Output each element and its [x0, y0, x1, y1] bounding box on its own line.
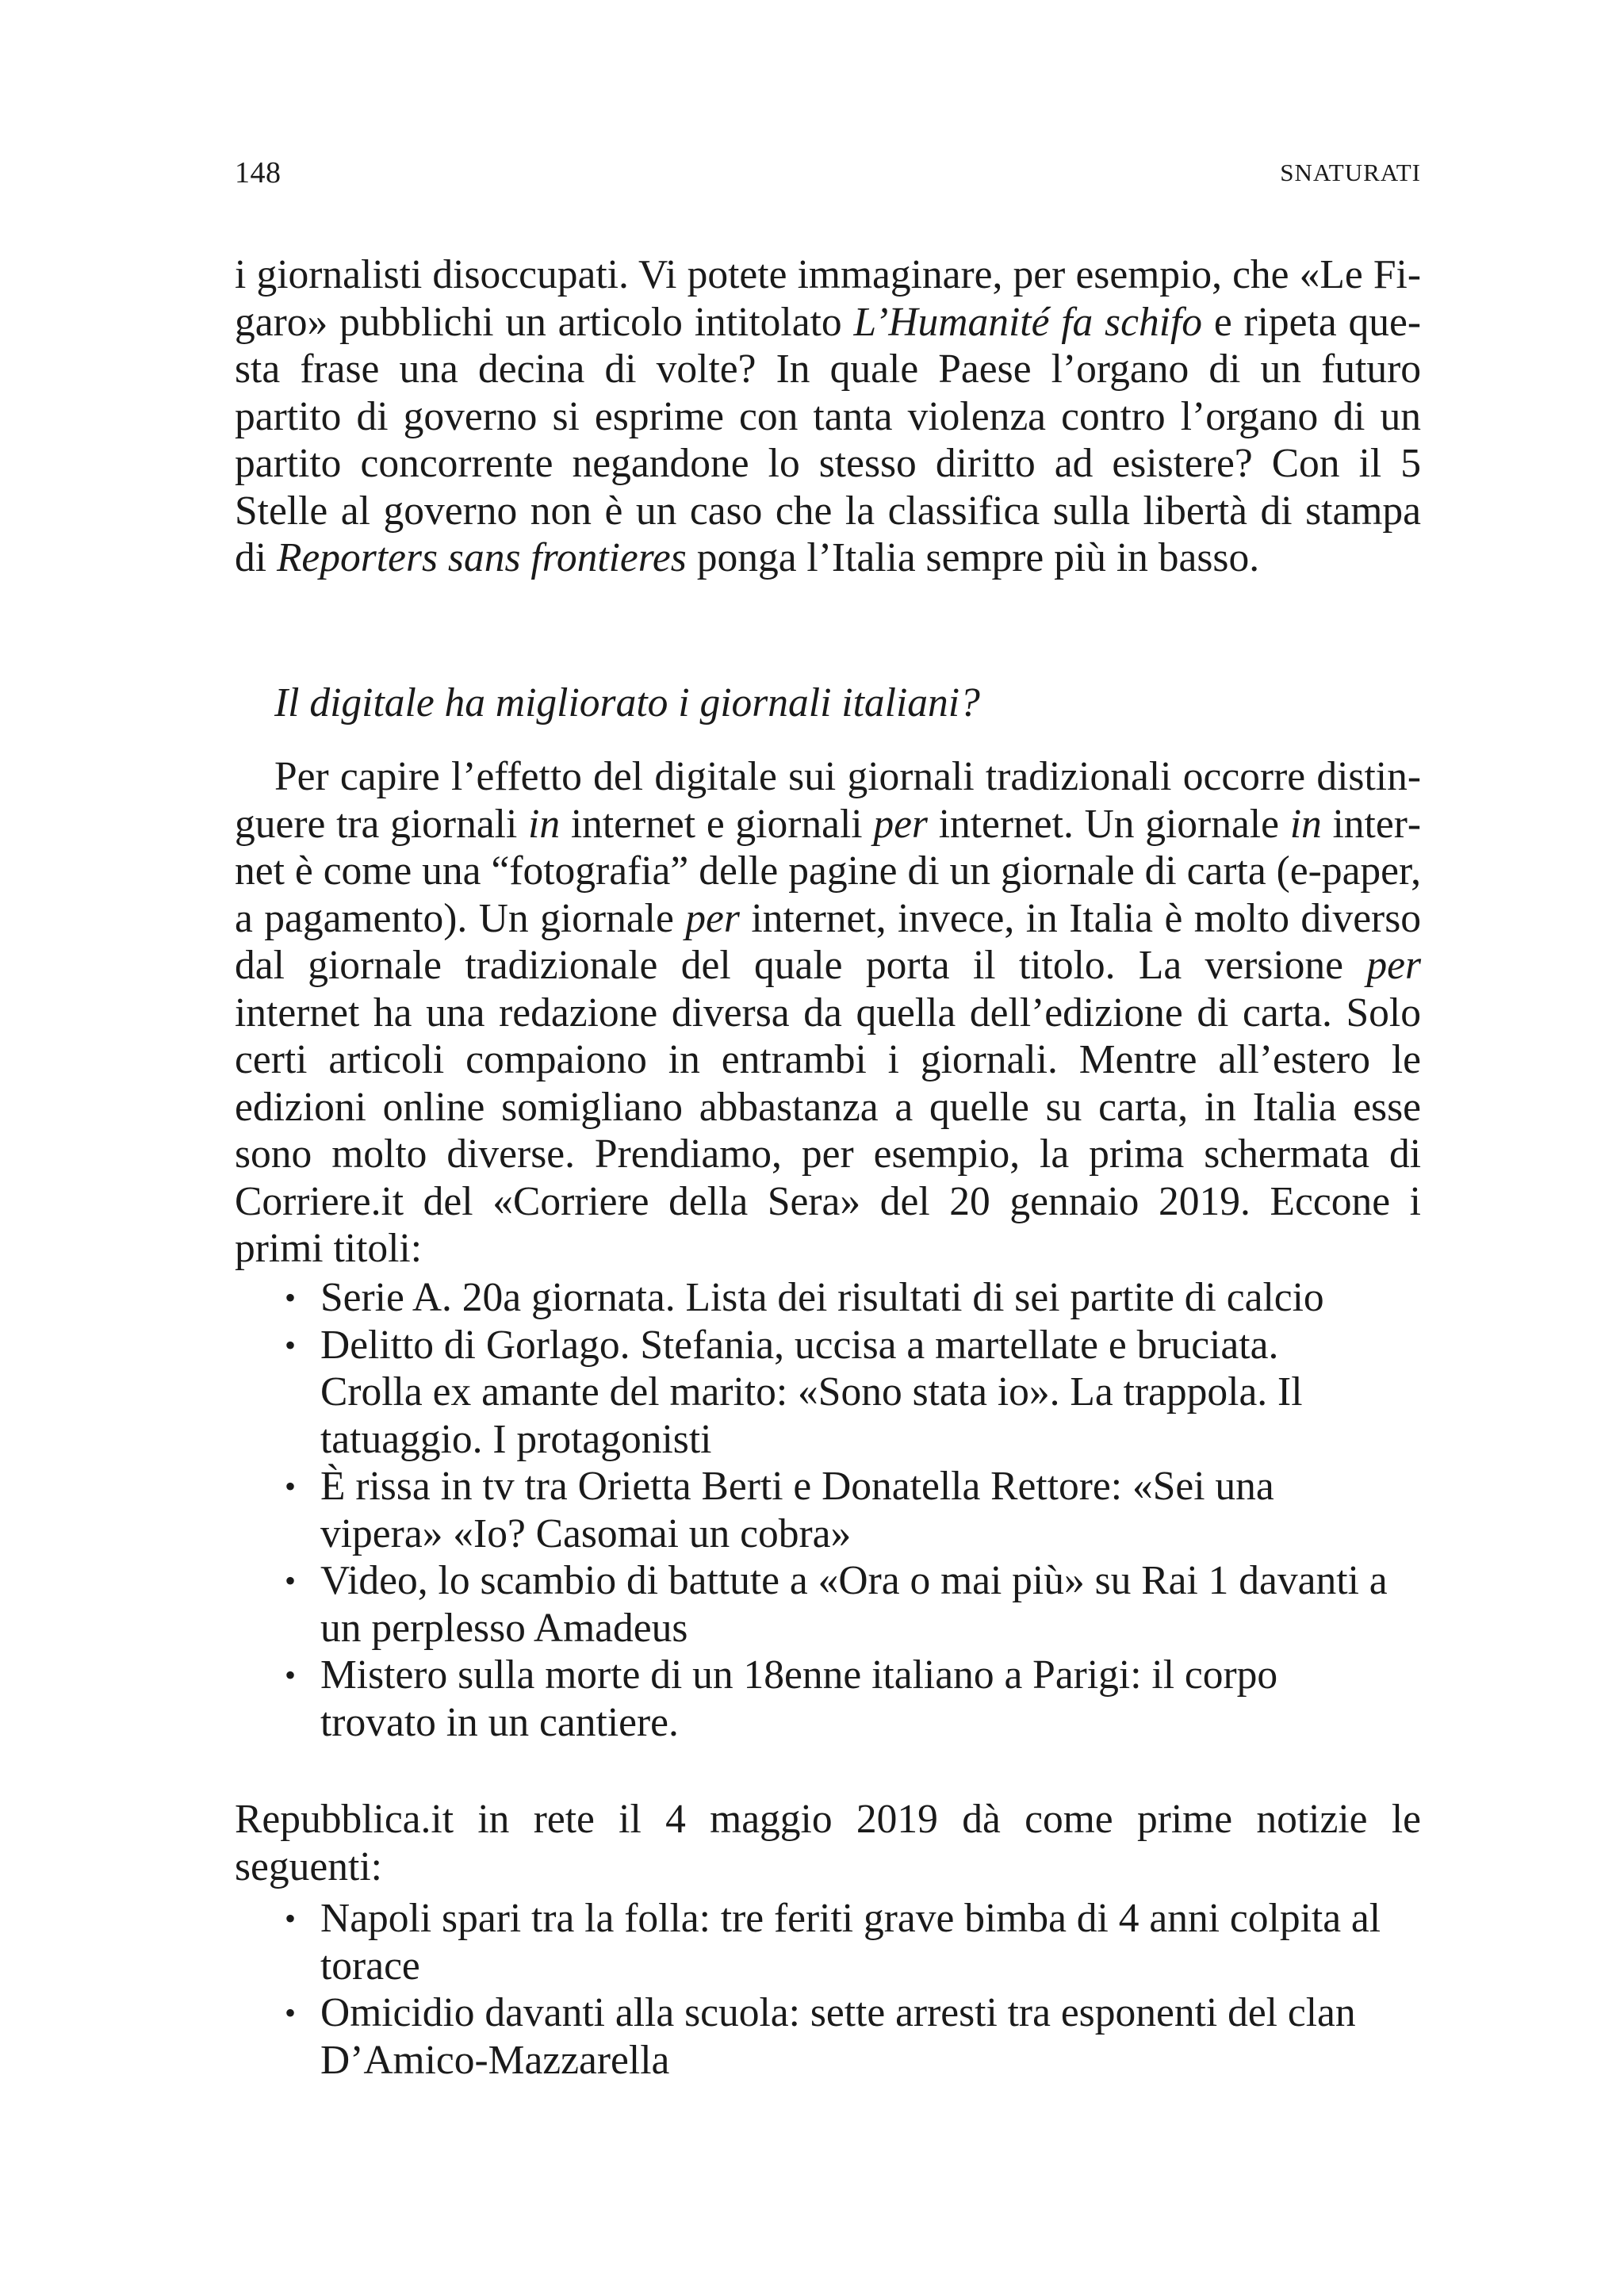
list-item: • Napoli spari tra la folla: tre feriti grave bimba di 4 anni colpita al torace [235, 1895, 1421, 1989]
list-item: • È rissa in tv tra Orietta Berti e Donatella Rettore: «Sei una vipera» «Io? Casomai un cobra» [235, 1463, 1421, 1557]
italic-organization: Reporters sans frontieres [276, 535, 687, 580]
page-number: 148 [235, 156, 282, 190]
repubblica-headlines-list [235, 1895, 1421, 2084]
bullet-icon: • [284, 1280, 296, 1315]
list-item: • Omicidio davanti alla scuola: sette arresti tra esponenti del clan D’Amico-Mazzarella [235, 1989, 1421, 2084]
corriere-headlines-list [235, 1274, 1421, 1746]
bullet-icon: • [284, 1326, 296, 1363]
italic-title: L’Humanité fa schifo [853, 299, 1203, 345]
bullet-icon: • [284, 1563, 296, 1598]
section-question-heading: Il digitale ha migliorato i giornali italiani? [274, 680, 980, 725]
running-title: SNATURATI [1280, 159, 1421, 186]
list-item: • Mistero sulla morte di un 18enne italiano a Parigi: il corpo trovato in un cantiere. [235, 1652, 1421, 1746]
bullet-icon: • [284, 1657, 296, 1693]
list-item: • Delitto di Gorlago. Stefania, uccisa a martellate e bruciata. Crolla ex amante del marito: «Sono stata io». La trappola. Il tatuaggio. I protagonisti [235, 1322, 1421, 1464]
paragraph-digital-newspapers: Per capire l’effetto del digitale sui giornali tradizionali occorre distinguere tra giornali in internet e giornali per internet. Un giornale in internet è come una “fotografia” delle pagine di un giornale di carta (e-paper, a pagamento). Un giornale per internet, invece, in Italia è molto diverso dal giornale tradizionale del quale porta il titolo. La versione per internet ha una redazione diversa da quella dell’edizione di carta. Solo certi articoli compaiono in entrambi i giornali. Mentre all’estero le edizioni online somigliano abbastanza a quelle su carta, in Italia esse sono molto diverse. Prendiamo, per esempio, la prima schermata di Corriere.it del «Corriere della Sera» del 20 gennaio 2019. Eccone i primi titoli: [235, 754, 1422, 1271]
paragraph-press-freedom: i giornalisti disoccupati. Vi potete immaginare, per esempio, che «Le Figaro» pubblichi un articolo intitolato L’Humanité fa schifo e ripeta questa frase una decina di volte? In quale Paese l’organo di un futuro partito di governo si esprime con tanta violenza contro l’organo di un partito concorrente negandone lo stesso diritto ad esistere? Con il 5 Stelle al governo non è un caso che la classifica sulla libertà di stampa di Reporters sans frontieres ponga l’Italia sempre più in basso. [235, 252, 1421, 580]
bullet-icon: • [284, 1468, 296, 1504]
list-item: • Video, lo scambio di battute a «Ora o mai più» su Rai 1 davanti a un perplesso Amadeus [235, 1557, 1421, 1652]
bullet-icon: • [284, 1901, 296, 1936]
paragraph-repubblica-intro: Repubblica.it in rete il 4 maggio 2019 dà come prime notizie le seguenti: [235, 1797, 1421, 1889]
list-item: • Serie A. 20a giornata. Lista dei risultati di sei partite di calcio [235, 1274, 1421, 1322]
running-header [235, 155, 1421, 195]
bullet-icon: • [284, 1995, 296, 2031]
